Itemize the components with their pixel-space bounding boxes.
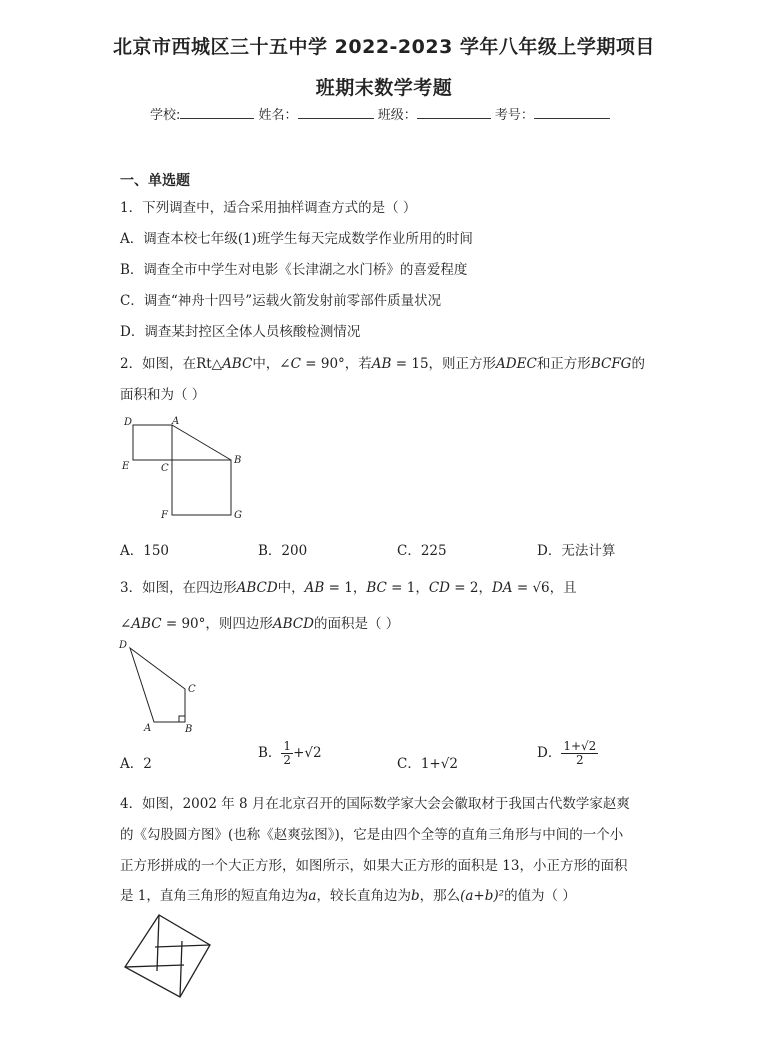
q2-angle-name: C xyxy=(290,356,301,372)
outer-square xyxy=(125,915,210,997)
triangle-leg xyxy=(155,945,210,947)
q4-line3: 正方形拼成的一个大正方形，如图所示，如果大正方形的面积是 13，小正方形的面积 xyxy=(120,858,628,874)
label-a: A xyxy=(144,723,152,734)
class-label: 班级： xyxy=(377,108,417,123)
q3-stem-text: 中， xyxy=(277,580,305,596)
q3-quad-name: ABCD xyxy=(236,580,278,596)
q3-value: = 2， xyxy=(449,580,492,596)
square-adec xyxy=(133,425,172,460)
right-angle-mark xyxy=(179,716,185,722)
student-info-row xyxy=(150,104,610,123)
q3-option-d xyxy=(537,740,598,767)
q3-quad-name: ABCD xyxy=(272,616,314,632)
q2-stem xyxy=(120,352,645,372)
hypotenuse-ab xyxy=(172,425,231,460)
school-blank xyxy=(180,106,254,119)
denominator: 2 xyxy=(576,753,584,767)
q4-figure-zhao-shuang-diagram xyxy=(118,905,222,1005)
name-blank xyxy=(298,106,374,119)
q1-option-c: C．调查“神舟十四号”运载火箭发射前零部件质量状况 xyxy=(120,293,442,309)
numerator: 1+√2 xyxy=(563,739,597,753)
numerator: 1 xyxy=(283,739,292,753)
q1-option-b: B．调查全市中学生对电影《长津湖之水门桥》的喜爱程度 xyxy=(120,262,468,278)
q3-value: = 1， xyxy=(386,580,429,596)
q3-stem-text: = 90°，则四边形 xyxy=(161,616,273,632)
q3-side-ab: AB xyxy=(304,580,325,596)
q3-stem-line2 xyxy=(120,612,399,632)
doc-title-line1: 北京市西城区三十五中学 2022-2023 学年八年级上学期项目 xyxy=(113,36,655,58)
option-rest: +√2 xyxy=(293,745,322,761)
q3-stem-text: 3．如图，在四边形 xyxy=(120,580,237,596)
q2-stem-text: 的 xyxy=(631,356,645,372)
q4-var-b: b xyxy=(410,888,420,904)
q4-var-a: a xyxy=(308,888,317,904)
q2-stem-text: 和正方形 xyxy=(536,356,591,372)
option-letter: D． xyxy=(537,745,562,761)
q2-option-c: C．225 xyxy=(397,543,447,559)
label-f: F xyxy=(161,510,168,521)
q4-text: ，较长直角边为 xyxy=(316,888,411,904)
q3-stem xyxy=(120,576,577,596)
q4-text: 的值为（ ） xyxy=(504,888,576,904)
q2-square1-name: ADEC xyxy=(496,356,537,372)
q3-side-bc: BC xyxy=(366,580,387,596)
class-blank xyxy=(417,106,491,119)
triangle-leg xyxy=(180,941,182,997)
label-e: E xyxy=(122,461,130,472)
q3-option-b xyxy=(258,740,322,767)
section-title: 一、单选题 xyxy=(120,173,190,189)
q4-line4 xyxy=(120,884,576,904)
q2-stem-text: 中，∠ xyxy=(252,356,291,372)
q3-stem-text: ，且 xyxy=(549,580,577,596)
q2-square2-name: BCFG xyxy=(590,356,632,372)
q3-value: = 1， xyxy=(324,580,367,596)
q4-line1: 4．如图，2002 年 8 月在北京召开的国际数学家大会会徽取材于我国古代数学家赵爽 xyxy=(120,796,630,812)
q4-text: 是 1，直角三角形的短直角边为 xyxy=(120,888,309,904)
q2-option-b: B．200 xyxy=(258,543,308,559)
quadrilateral-abcd xyxy=(130,648,185,722)
name-label: 姓名： xyxy=(258,108,298,123)
q2-option-d: D．无法计算 xyxy=(537,543,616,559)
q3-option-c: C．1+√2 xyxy=(397,756,458,772)
label-b: B xyxy=(234,455,242,466)
q1-option-d: D．调查某封控区全体人员核酸检测情况 xyxy=(120,324,361,340)
q2-option-a: A．150 xyxy=(120,543,170,559)
label-d: D xyxy=(119,640,128,651)
fraction xyxy=(561,740,598,767)
q1-stem: 1．下列调查中，适合采用抽样调查方式的是（ ） xyxy=(120,200,417,216)
q4-line2: 的《勾股圆方图》(也称《赵爽弦图》)，它是由四个全等的直角三角形与中间的一个小 xyxy=(120,827,624,843)
q1-option-a: A．调查本校七年级(1)班学生每天完成数学作业所用的时间 xyxy=(120,231,473,247)
q3-sqrt6: √6 xyxy=(532,580,550,596)
q2-stem-text: = 90°，若 xyxy=(300,356,372,372)
option-letter: B． xyxy=(258,745,282,761)
label-c: C xyxy=(161,463,169,474)
q3-value: = xyxy=(512,580,533,596)
label-b: B xyxy=(185,724,193,734)
label-a: A xyxy=(172,416,180,427)
q4-text: ，那么 xyxy=(419,888,461,904)
doc-title-line2: 班期末数学考题 xyxy=(315,77,453,99)
label-d: D xyxy=(124,417,133,428)
label-g: G xyxy=(234,510,242,521)
q3-side-cd: CD xyxy=(428,580,450,596)
q2-triangle-name: ABC xyxy=(222,356,253,372)
q3-figure xyxy=(115,636,205,734)
q4-expression: (a+b)² xyxy=(460,888,505,904)
q3-angle-name: ABC xyxy=(131,616,162,632)
q2-stem-line2: 面积和为（ ） xyxy=(120,387,206,403)
school-label: 学校: xyxy=(150,108,181,123)
exam-no-blank xyxy=(534,106,610,119)
label-c: C xyxy=(188,684,196,695)
exam-no-label: 考号： xyxy=(494,108,534,123)
q3-option-a: A．2 xyxy=(120,756,152,772)
square-bcfg xyxy=(172,460,231,515)
q2-stem-text: = 15，则正方形 xyxy=(391,356,497,372)
triangle-leg xyxy=(125,965,184,967)
q3-stem-text: 的面积是（ ） xyxy=(313,616,400,632)
q2-figure xyxy=(118,412,248,524)
q3-side-da: DA xyxy=(491,580,513,596)
q3-stem-text: ∠ xyxy=(120,616,132,632)
triangle-leg xyxy=(157,915,159,971)
q2-stem-text: 2．如图，在Rt△ xyxy=(120,356,223,372)
denominator: 2 xyxy=(283,753,292,767)
q2-side-name: AB xyxy=(371,356,392,372)
fraction xyxy=(281,740,293,767)
